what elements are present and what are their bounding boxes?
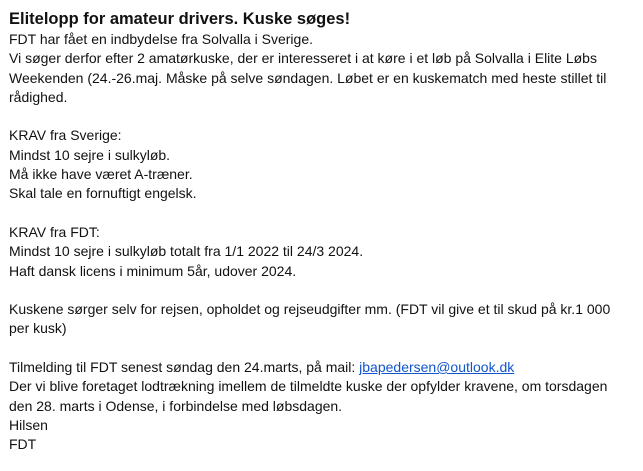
spacer [9,204,639,223]
expenses-line-1: Kuskene sørger selv for rejsen, opholdet og rejseudgifter mm. (FDT vil give et til skud på kr.1 000 [9,301,611,318]
spacer [9,339,639,358]
krav-sverige-item: Skal tale en fornuftigt engelsk. [9,185,197,202]
krav-fdt-item: Haft dansk licens i minimum 5år, udover 2024. [9,262,297,279]
krav-sverige-heading: KRAV fra Sverige: [9,127,122,144]
signup-line-3: den 28. marts i Odense, i forbindelse med løbsdagen. [9,397,343,414]
document-title: Elitelopp for amateur drivers. Kuske søges! [9,10,351,28]
signup-line-2: Der vi blive foretaget lodtrækning imellem de tilmeldte kuske der opfylder kravene, om torsdagen [9,378,608,395]
expenses-line-2: per kusk) [9,320,67,337]
announcement-document [9,8,639,455]
intro-paragraph [9,30,639,107]
krav-sverige-item: Mindst 10 sejre i sulkyløb. [9,146,171,163]
krav-sverige-section [9,126,639,203]
signup-line-1 [9,358,639,377]
spacer [9,107,639,126]
closing-signature: FDT [9,436,37,453]
krav-sverige-item: Må ikke have været A-træner. [9,166,193,183]
krav-fdt-section [9,223,639,281]
intro-line-3: Weekenden (24.-26.maj. Måske på selve søndagen. Løbet er en kuskematch med heste stillet til [9,69,607,86]
signup-paragraph [9,358,639,454]
email-link[interactable]: jbapedersen@outlook.dk [359,359,515,376]
intro-line-1: FDT har fået en indbydelse fra Solvalla i Sverige. [9,31,314,47]
expenses-paragraph [9,300,639,339]
intro-line-2: Vi søger derfor efter 2 amatørkuske, der er interesseret i at køre i et løb på Solvalla i Elite Løbs [9,50,597,67]
krav-fdt-item: Mindst 10 sejre i sulkyløb totalt fra 1/1 2022 til 24/3 2024. [9,243,364,260]
spacer [9,281,639,300]
signup-prefix: Tilmelding til FDT senest søndag den 24.marts, på mail: [9,359,360,376]
krav-fdt-heading: KRAV fra FDT: [9,223,100,240]
closing-greeting: Hilsen [9,416,48,433]
intro-line-4: rådighed. [9,88,68,105]
